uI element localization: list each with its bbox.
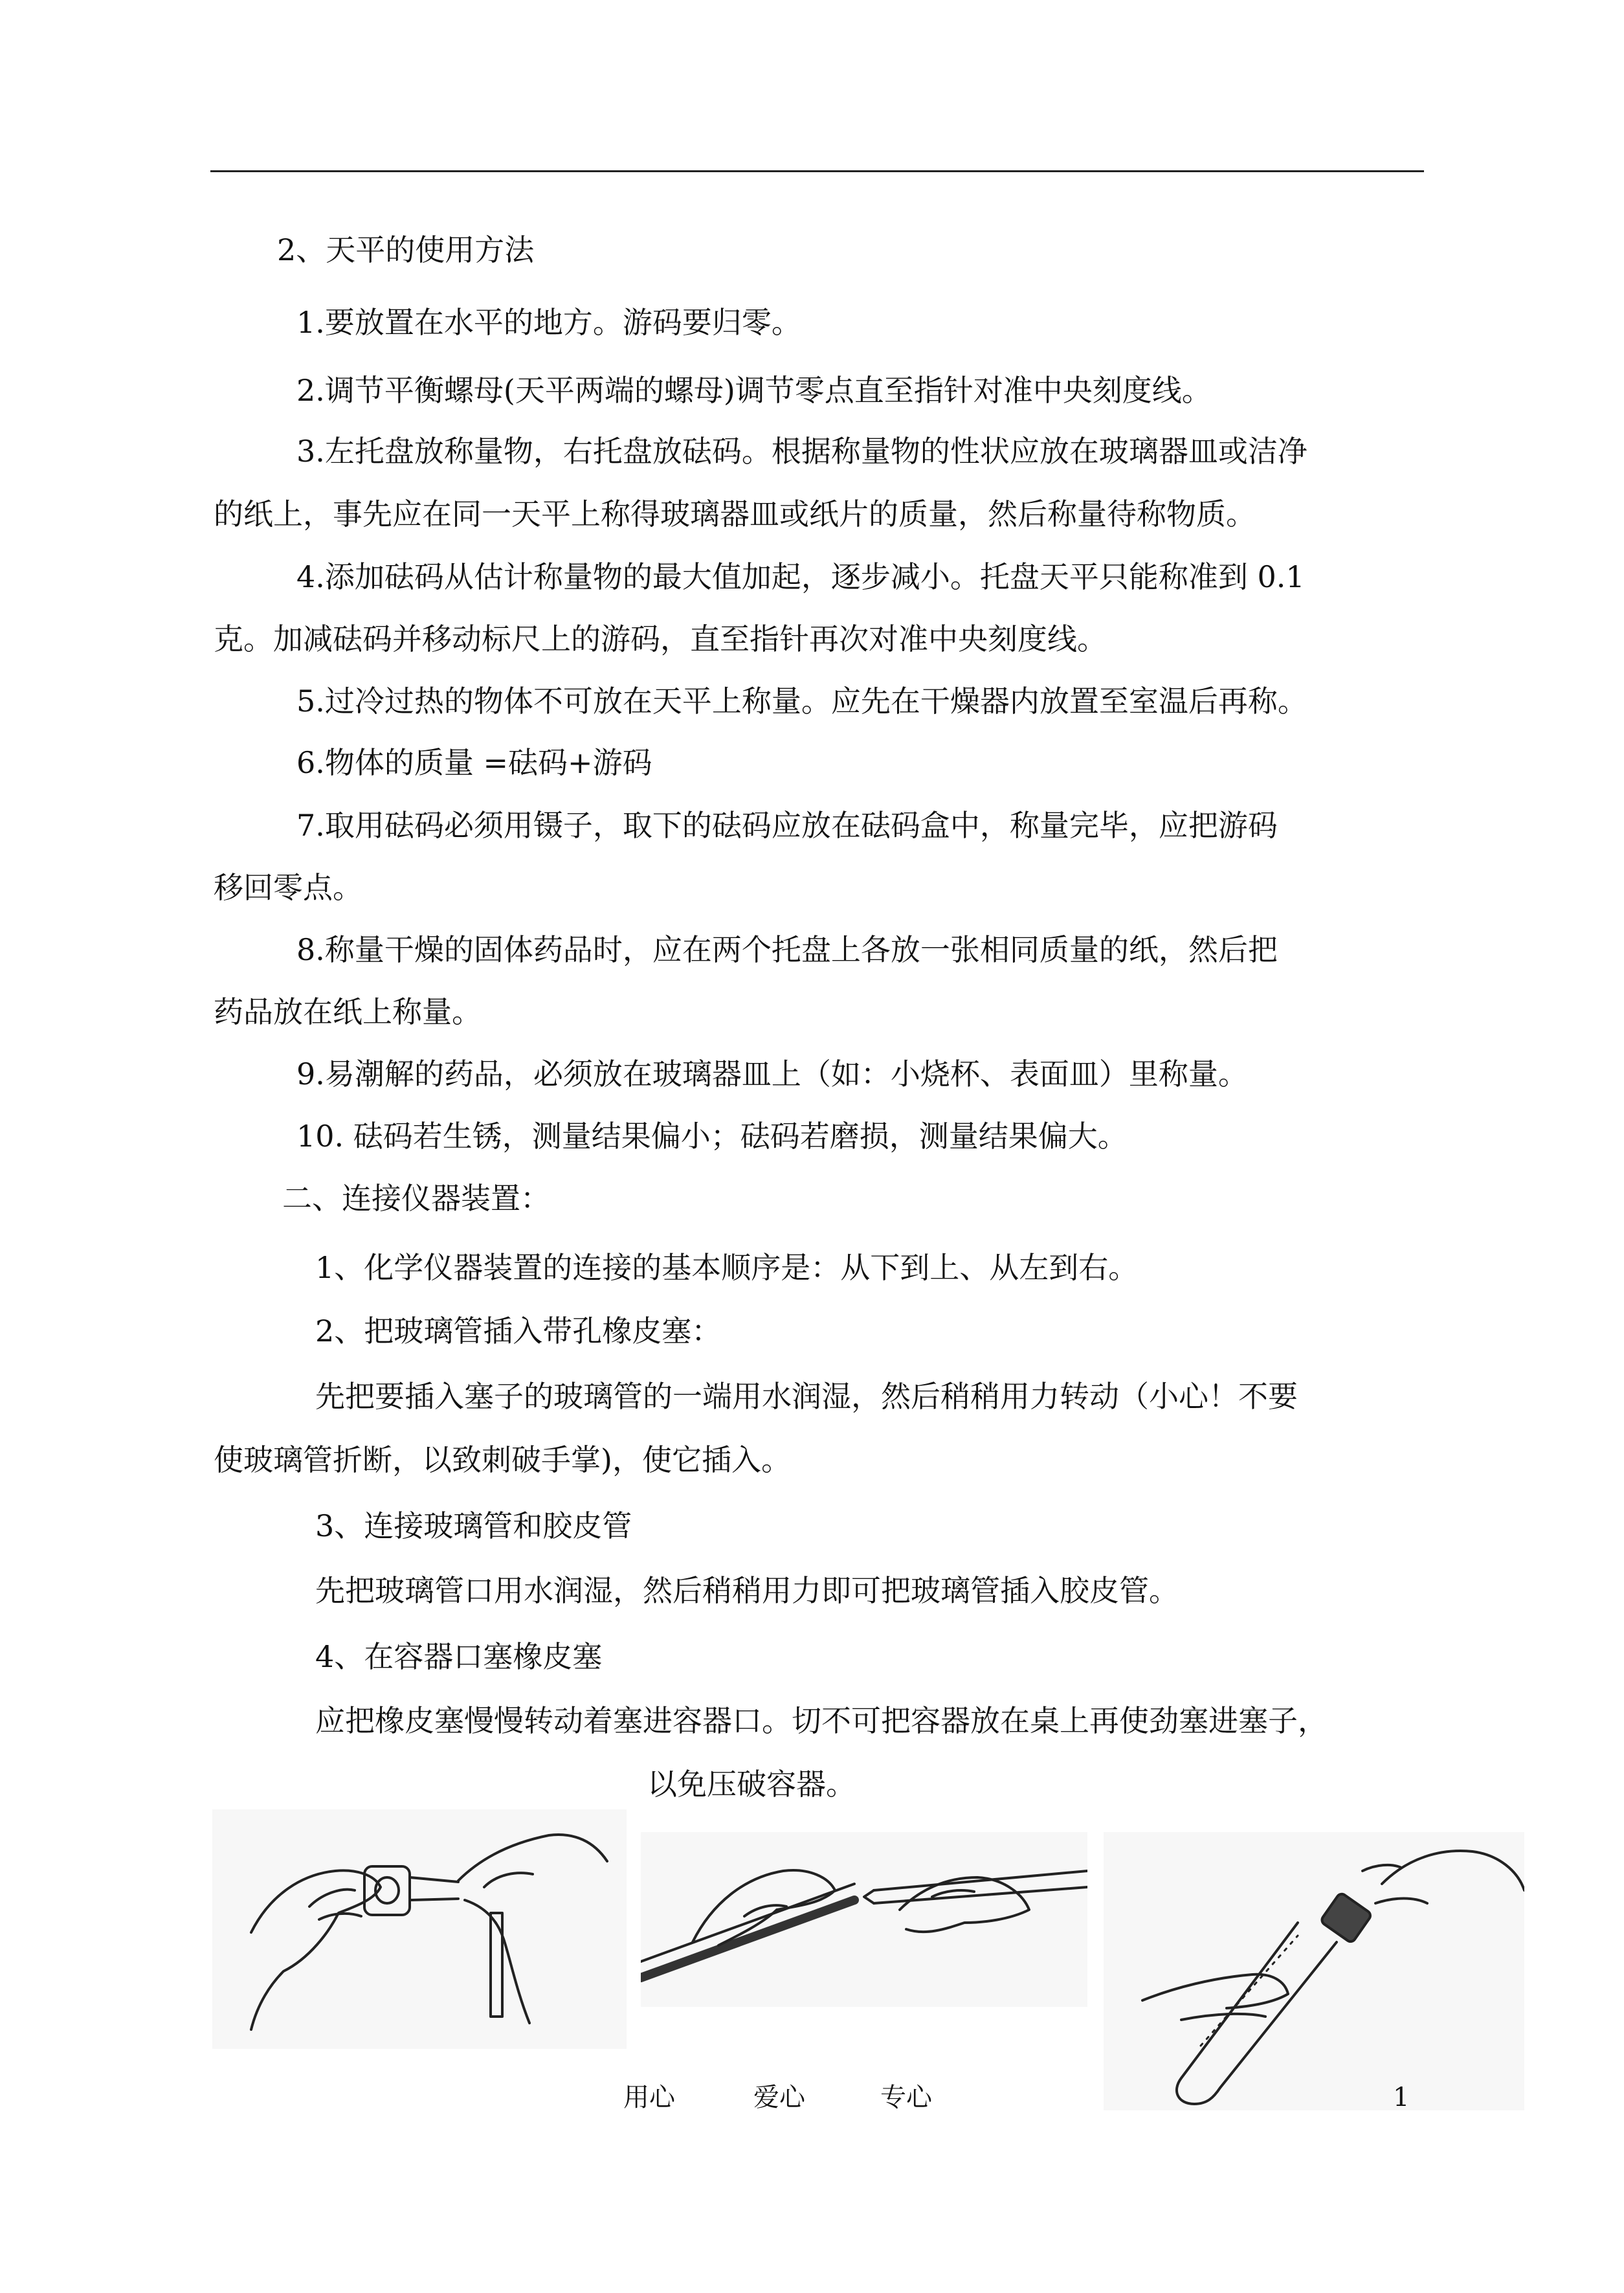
- step-line: 7.取用砝码必须用镊子，取下的砝码应放在砝码盒中，称量完毕，应把游码: [296, 808, 1278, 843]
- connect-line: 先把玻璃管口用水润湿，然后稍稍用力即可把玻璃管插入胶皮管。: [315, 1573, 1179, 1608]
- step-line: 克。加减砝码并移动标尺上的游码，直至指针再次对准中央刻度线。: [214, 621, 1107, 656]
- footer-item: 用心: [623, 2083, 675, 2112]
- step-line: 药品放在纸上称量。: [214, 994, 482, 1029]
- connect-line: 3、连接玻璃管和胶皮管: [315, 1508, 632, 1543]
- step-line: 2.调节平衡螺母(天平两端的螺母)调节零点直至指针对准中央刻度线。: [296, 373, 1212, 408]
- step-line: 移回零点。: [214, 870, 362, 905]
- footer-item: 爱心: [753, 2083, 805, 2112]
- step-line: 9.易潮解的药品，必须放在玻璃器皿上（如：小烧杯、表面皿）里称量。: [296, 1057, 1248, 1091]
- step-line: 3.左托盘放称量物，右托盘放砝码。根据称量物的性状应放在玻璃器皿或洁净: [296, 434, 1307, 469]
- header-rule: [210, 170, 1424, 172]
- section2-title: 二、连接仪器装置：: [282, 1181, 550, 1216]
- step-line: 的纸上，事先应在同一天平上称得玻璃器皿或纸片的质量，然后称量待称物质。: [214, 497, 1256, 531]
- connect-line: 4、在容器口塞橡皮塞: [315, 1639, 603, 1674]
- step-line: 8.称量干燥的固体药品时，应在两个托盘上各放一张相同质量的纸，然后把: [296, 932, 1278, 967]
- connect-line: 以免压破容器。: [647, 1767, 856, 1802]
- connect-line: 应把橡皮塞慢慢转动着塞进容器口。切不可把容器放在桌上再使劲塞进塞子，: [315, 1703, 1328, 1738]
- connect-line: 1、化学仪器装置的连接的基本顺序是：从下到上、从左到右。: [315, 1250, 1139, 1285]
- section-title: 2、天平的使用方法: [277, 232, 535, 267]
- step-line: 6.物体的质量 =砝码+游码: [296, 745, 652, 780]
- step-line: 1.要放置在水平的地方。游码要归零。: [296, 305, 801, 340]
- page-number: 1: [1393, 2083, 1410, 2112]
- step-line: 4.添加砝码从估计称量物的最大值加起，逐步减小。托盘天平只能称准到 0.1: [296, 559, 1305, 594]
- step-line: 5.过冷过热的物体不可放在天平上称量。应先在干燥器内放置至室温后再称。: [296, 684, 1307, 719]
- connect-line: 使玻璃管折断，以致刺破手掌)，使它插入。: [214, 1442, 791, 1477]
- illustration-insert-tube-stopper: [212, 1809, 627, 2049]
- step-line: 10. 砝码若生锈，测量结果偏小；砝码若磨损，测量结果偏大。: [296, 1119, 1128, 1154]
- connect-line: 先把要插入塞子的玻璃管的一端用水润湿，然后稍稍用力转动（小心！不要: [315, 1379, 1298, 1414]
- connect-line: 2、把玻璃管插入带孔橡皮塞：: [315, 1314, 722, 1348]
- illustration-stopper-test-tube: [1104, 1832, 1524, 2110]
- illustration-connect-hose: [641, 1832, 1087, 2007]
- footer-item: 专心: [880, 2083, 932, 2112]
